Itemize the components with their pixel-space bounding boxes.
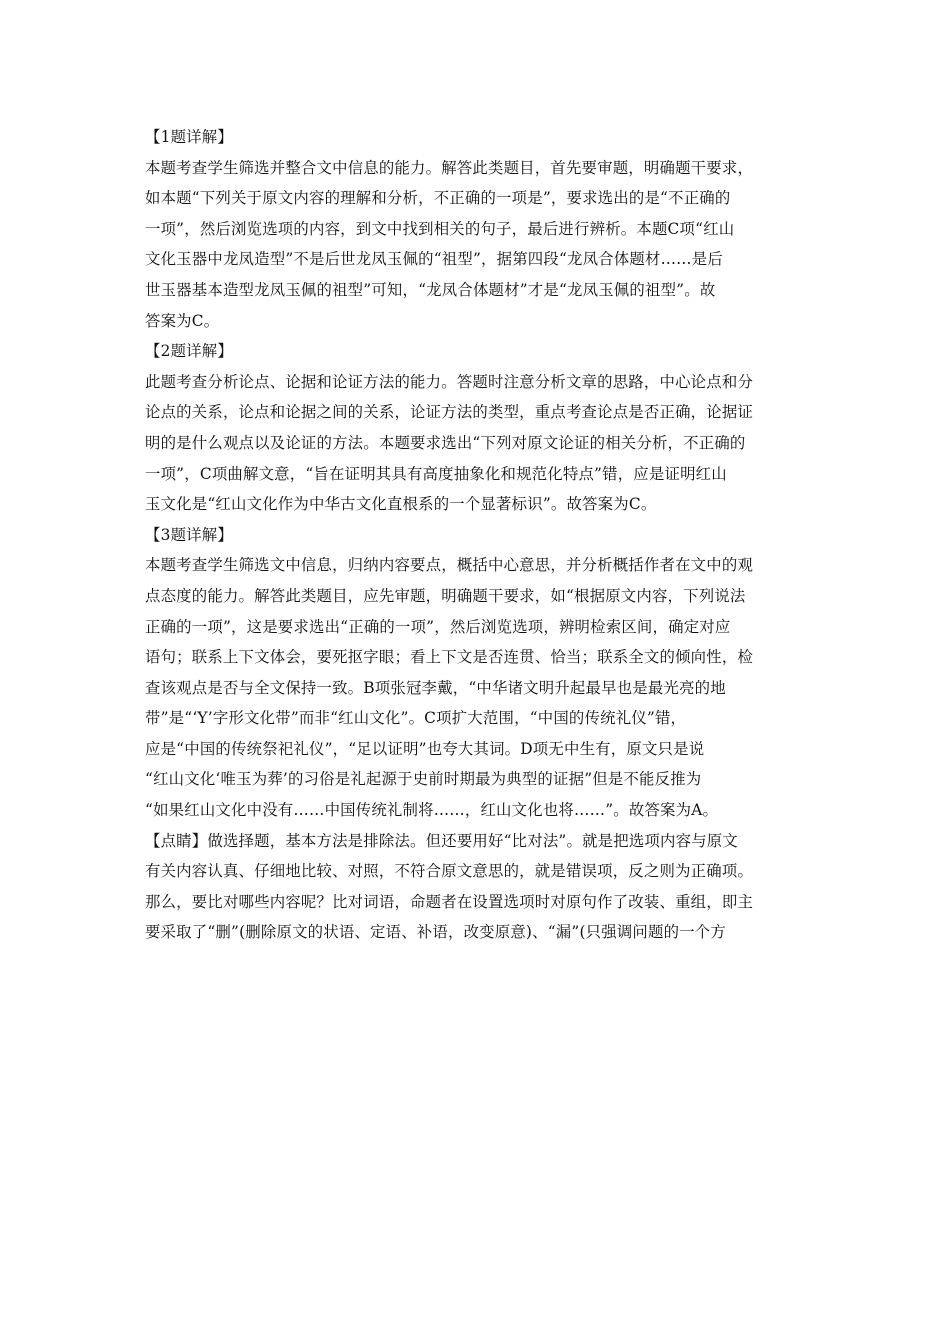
text-line: 世玉器基本造型龙凤玉佩的祖型”可知，“龙凤合体题材”才是“龙凤玉佩的祖型”。故 [145, 280, 716, 299]
text-line: 带”是“‘Y’字形文化带”而非“红山文化”。C项扩大范围，“中国的传统礼仪”错， [145, 709, 687, 728]
text-line: 正确的一项”，这是要求选出“正确的一项”，然后浏览选项，辨明检索区间，确定对应 [145, 617, 731, 636]
text-line: 语句；联系上下文体会，要死抠字眼；看上下文是否连贯、恰当；联系全文的倾向性，检 [145, 648, 754, 667]
text-line: 有关内容认真、仔细地比较、对照，不符合原文意思的，就是错误项，反之则为正确项。 [145, 862, 754, 881]
text-line: 文化玉器中龙凤造型”不是后世龙凤玉佩的“祖型”，据第四段“龙凤合体题材……是后 [145, 250, 723, 269]
text-line: 要采取了“删”(删除原文的状语、定语、补语，改变原意)、“漏”(只强调问题的一个方 [145, 923, 726, 942]
tip-line: 【点睛】做选择题，基本方法是排除法。但还要用好“比对法”。就是把选项内容与原文 [145, 831, 738, 850]
text-line: “红山文化‘唯玉为葬’的习俗是礼起源于史前时期最为典型的证据”但是不能反推为 [145, 770, 702, 789]
document-body [145, 122, 810, 948]
section-heading-q2: 【2题详解】 [145, 342, 233, 361]
text-line: 答案为C。 [145, 311, 220, 330]
text-line: 本题考查学生筛选并整合文中信息的能力。解答此类题目，首先要审题，明确题干要求， [145, 158, 754, 177]
text-line: 那么，要比对哪些内容呢？比对词语，命题者在设置选项时对原句作了改装、重组，即主 [145, 892, 754, 911]
section-heading-q3: 【3题详解】 [145, 525, 233, 544]
text-line: 玉文化是“红山文化作为中华古文化直根系的一个显著标识”。故答案为C。 [145, 495, 657, 514]
text-line: 一项”，然后浏览选项的内容，到文中找到相关的句子，最后进行辨析。本题C项“红山 [145, 219, 735, 238]
text-line: 查该观点是否与全文保持一致。B项张冠李戴，“中华诸文明升起最早也是最光亮的地 [145, 678, 726, 697]
section-heading-q1: 【1题详解】 [145, 128, 233, 146]
text-line: 一项”，C项曲解文意，“旨在证明其具有高度抽象化和规范化特点”错，应是证明红山 [145, 464, 727, 483]
text-line: “如果红山文化中没有……中国传统礼制将……，红山文化也将……”。故答案为A。 [145, 801, 719, 820]
text-line: 此题考查分析论点、论据和论证方法的能力。答题时注意分析文章的思路，中心论点和分 [145, 372, 754, 391]
text-line: 论点的关系，论点和论据之间的关系，论证方法的类型，重点考查论点是否正确，论据证 [145, 403, 754, 422]
text-line: 本题考查学生筛选文中信息，归纳内容要点，概括中心意思，并分析概括作者在文中的观 [145, 556, 754, 575]
text-line: 点态度的能力。解答此类题目，应先审题，明确题干要求，如“根据原文内容，下列说法 [145, 586, 746, 605]
text-line: 应是“中国的传统祭祀礼仪”，“足以证明”也夸大其词。D项无中生有，原文只是说 [145, 739, 705, 758]
text-line: 如本题“下列关于原文内容的理解和分析，不正确的一项是”，要求选出的是“不正确的 [145, 189, 731, 208]
text-line: 明的是什么观点以及论证的方法。本题要求选出“下列对原文论证的相关分析，不正确的 [145, 433, 746, 452]
